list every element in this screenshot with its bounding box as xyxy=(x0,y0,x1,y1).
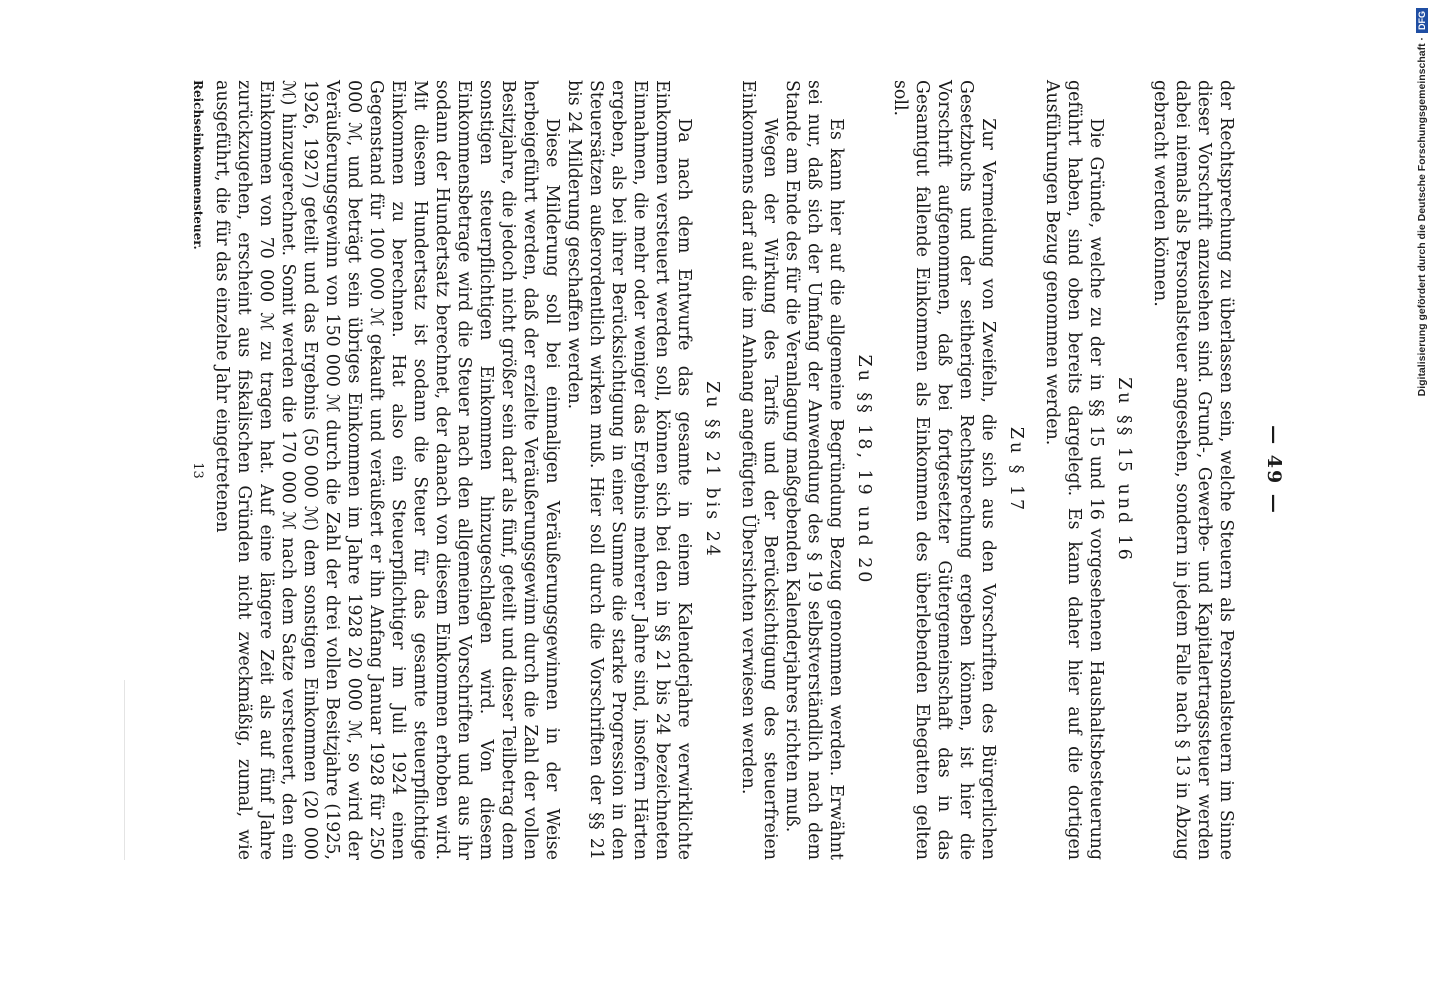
dfg-logo: DFG xyxy=(1416,8,1428,33)
paragraph: Diese Milderung soll bei einmaligen Veräußerungsgewinnen in der Weise herbeigeführt werden, daß der erzielte Veräußerungsgewinn durch die Zahl der vollen Besitzjahre, die jedoch nicht größer sein darf als fünf, geteilt und dieser Teilbetrag dem sonstigen steuerpflichtigen Einkommen hinzugeschlagen wird. Von diesem Einkommensbetrage wird die Steuer nach den allgemeinen Vorschriften und aus ihr sodann der Hundertsatz berechnet, der danach von diesem Einkommen erhoben wird. Mit diesem Hundertsatz ist sodann die Steuer für das gesamte steuerpflichtige Einkommen zu berechnen. Hat also ein Steuerpflichtiger im Juli 1924 einen Gegenstand für 100 000 ℳ gekauft und veräußert er ihn Anfang Januar 1928 für 250 000 ℳ, und beträgt sein übriges Einkommen im Jahre 1928 20 000 ℳ, so wird der Veräußerungsgewinn von 150 000 ℳ durch die Zahl der drei vollen Besitzjahre (1925, 1926, 1927) geteilt und das Ergebnis (50 000 ℳ) dem sonstigen Einkommen (20 000 ℳ) hinzugerechnet. Somit werden die 170 000 ℳ nach dem Satze versteuert, den ein Einkommen von 70 000 ℳ zu tragen hat. Auf eine längere Zeit als auf fünf Jahre zurückzugehen, erscheint aus fiskalischen Gründen nicht zweckmäßig, zumal, wie ausgeführt, die für das einzelne Jahr eingetretenen xyxy=(212,80,562,860)
dfg-credit xyxy=(1412,8,1432,397)
paragraph: Die Gründe, welche zu der in §§ 15 und 16 vorgesehenen Haushaltsbesteuerung geführt haben, sind oben bereits dargelegt. Es kann daher hier auf die dortigen Ausführungen Bezug genommen werden. xyxy=(1042,80,1106,860)
section-heading: Zu §§ 21 bis 24 xyxy=(702,381,722,559)
page-number: — 49 — xyxy=(1263,425,1285,515)
section-heading: Zu §§ 15 und 16 xyxy=(1114,377,1134,563)
section-heading: Zu § 17 xyxy=(1006,426,1026,514)
document-page xyxy=(65,80,1285,860)
printer-signature: 13 xyxy=(190,462,205,479)
section-heading: Zu §§ 18, 19 und 20 xyxy=(854,354,874,586)
paragraph: Es kann hier auf die allgemeine Begründung Bezug genommen werden. Erwähnt sei nur, daß sich der Umfang der Anwendung des § 19 selbstverständlich nach dem Stande am Ende des für die Veranlagung maßgebenden Kalenderjahres richten muß. xyxy=(782,80,846,860)
paragraph: Zur Vermeidung von Zweifeln, die sich aus den Vorschriften des Bürgerlichen Gesetzbuchs und der seitherigen Rechtsprechung ergeben können, ist hier die Vorschrift aufgenommen, daß bei fortgesetzter Gütergemeinschaft das in das Gesamtgut fallende Einkommen als Einkommen des überlebenden Ehegatten gelten soll. xyxy=(890,80,998,860)
body-text xyxy=(211,80,1237,860)
paragraph: Da nach dem Entwurfe das gesamte in einem Kalenderjahre verwirklichte Einkommen versteuert werden soll, können sich bei den in §§ 21 bis 24 bezeichneten Einnahmen, die mehr oder weniger das Ergebnis mehrerer Jahre sind, insofern Härten ergeben, als bei ihrer Berücksichtigung in einer Summe die starke Progression in den Steuersätzen außerordentlich wirken muß. Hier soll durch die Vorschriften der §§ 21 bis 24 Milderung geschaffen werden. xyxy=(564,80,694,860)
footer-label: Reichseinkommensteuer. xyxy=(191,80,205,250)
page-footer xyxy=(183,80,205,860)
paragraph: der Rechtsprechung zu überlassen sein, welche Steuern als Personalsteuern im Sinne dieser Vorschrift anzusehen sind. Grund-, Gewerbe- und Kapitalertragssteuer werden dabei niemals als Personalsteuer angesehen, sondern in jedem Falle nach § 13 in Abzug gebracht werden können. xyxy=(1150,80,1236,860)
paragraph: Wegen der Wirkung des Tarifs und der Berücksichtigung des steuerfreien Einkommens darf auf die im Anhang angefügten Übersichten verwiesen werden. xyxy=(738,80,780,860)
dfg-credit-text: Digitalisierung gefördert durch die Deutsche Forschungsgemeinschaft · xyxy=(1416,37,1428,397)
